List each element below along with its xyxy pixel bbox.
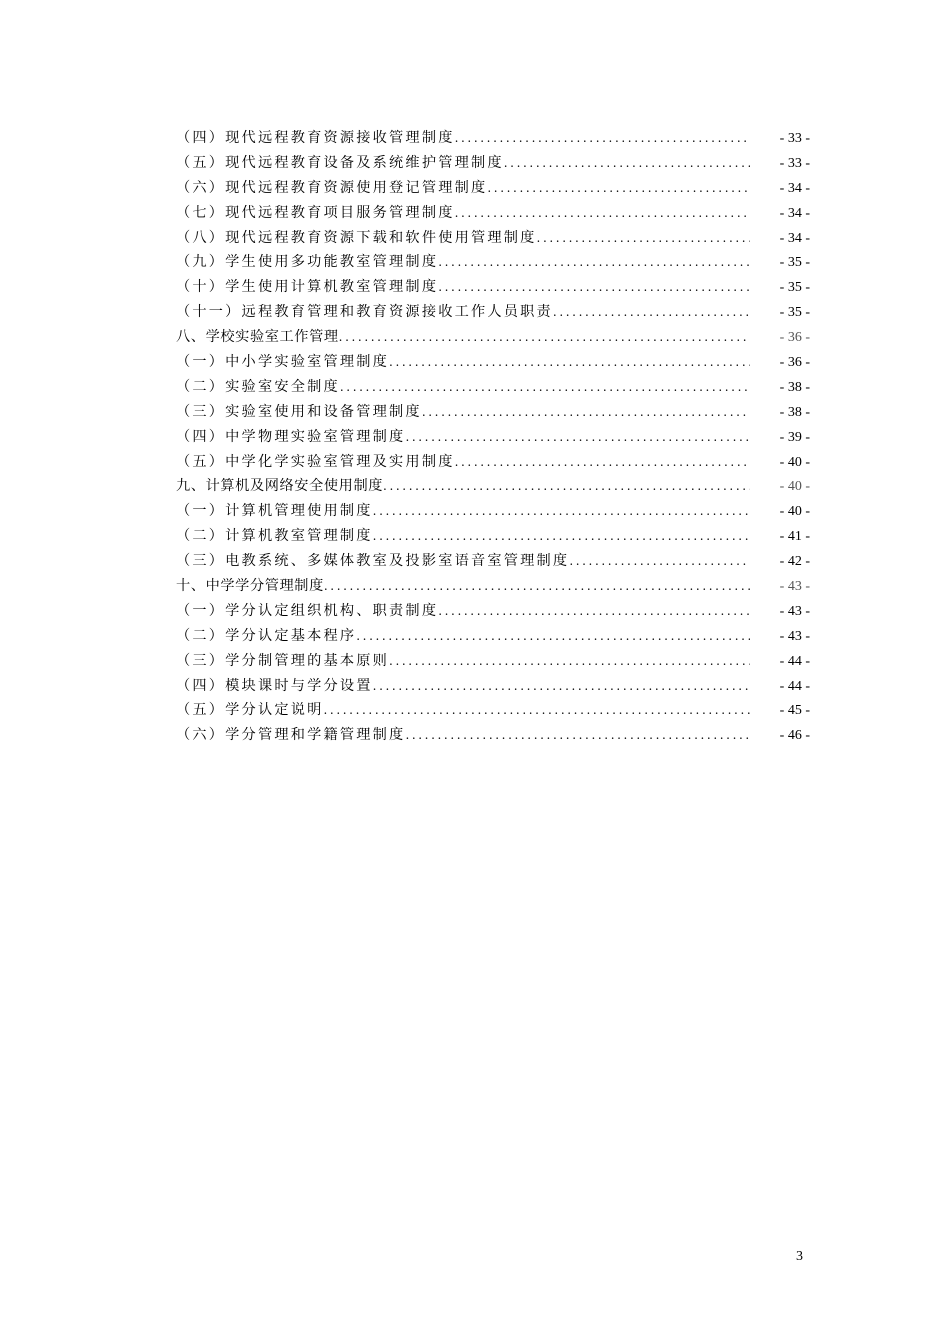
dot-leader — [537, 226, 750, 251]
toc-entry[interactable] — [176, 400, 810, 425]
toc-entry-page-number: - 33 - — [779, 131, 810, 146]
dot-leader — [373, 674, 750, 699]
toc-entry[interactable] — [176, 300, 810, 325]
toc-entry-title: （十）学生使用计算机教室管理制度 — [176, 279, 439, 296]
dot-leader — [405, 723, 750, 748]
dot-leader — [389, 350, 750, 375]
toc-entry-page-number: - 34 - — [779, 205, 810, 221]
toc-entry-page-number: - 35 - — [779, 305, 810, 321]
toc-entry[interactable] — [176, 649, 810, 674]
toc-entry-title: （八）现代远程教育资源下载和软件使用管理制度 — [176, 229, 537, 246]
toc-entry[interactable] — [176, 176, 810, 201]
toc-entry-page-number: - 38 - — [779, 379, 810, 395]
dot-leader — [438, 250, 750, 275]
toc-entry-page-number: - 33 - — [779, 155, 810, 171]
toc-entry-page-number: - 43 - — [779, 628, 810, 644]
toc-entry-title: （七）现代远程教育项目服务管理制度 — [176, 204, 455, 221]
toc-entry-page-number: - 43 - — [779, 579, 810, 595]
dot-leader — [405, 425, 750, 450]
toc-entry[interactable] — [176, 226, 810, 251]
toc-entry-page-number: - 46 - — [779, 728, 810, 744]
dot-leader — [487, 176, 750, 201]
toc-entry-page-number: - 38 - — [779, 404, 810, 420]
toc-entry[interactable] — [176, 425, 810, 450]
dot-leader — [504, 151, 750, 176]
toc-entry-title: （二）学分认定基本程序 — [176, 627, 357, 644]
toc-entry-page-number: - 35 - — [779, 255, 810, 271]
toc-entry-page-number: - 34 - — [779, 180, 810, 196]
toc-entry-title: 十、中学学分管理制度 — [176, 578, 324, 595]
toc-entry-title: （五）现代远程教育设备及系统维护管理制度 — [176, 154, 504, 171]
toc-entry[interactable] — [176, 624, 810, 649]
toc-entry-page-number: - 45 - — [779, 703, 810, 719]
toc-entry[interactable] — [176, 250, 810, 275]
toc-entry[interactable] — [176, 151, 810, 176]
toc-entry-title: （二）计算机教室管理制度 — [176, 528, 373, 545]
toc-entry[interactable] — [176, 201, 810, 226]
toc-entry-title: （六）学分管理和学籍管理制度 — [176, 727, 406, 744]
toc-entry-title: 八、学校实验室工作管理 — [176, 329, 339, 346]
dot-leader — [438, 275, 750, 300]
dot-leader — [569, 549, 750, 574]
toc-entry-title: （二）实验室安全制度 — [176, 378, 340, 395]
toc-entry-page-number: - 44 - — [779, 653, 810, 669]
toc-entry-title: （三）电教系统、多媒体教室及投影室语音室管理制度 — [176, 553, 570, 570]
dot-leader — [373, 499, 750, 524]
dot-leader — [373, 524, 750, 549]
toc-entry[interactable] — [176, 549, 810, 574]
dot-leader — [553, 300, 750, 325]
toc-entry[interactable] — [176, 674, 810, 699]
toc-section-entry[interactable] — [176, 574, 810, 599]
dot-leader — [455, 450, 750, 475]
dot-leader — [340, 375, 750, 400]
dot-leader — [455, 201, 750, 226]
dot-leader — [422, 400, 750, 425]
toc-entry-title: （九）学生使用多功能教室管理制度 — [176, 254, 439, 271]
toc-entry[interactable] — [176, 126, 810, 151]
toc-entry-page-number: - 40 - — [779, 454, 810, 470]
toc-section-entry[interactable] — [176, 474, 810, 499]
toc-entry[interactable] — [176, 499, 810, 524]
toc-entry-page-number: - 41 - — [779, 529, 810, 545]
toc-entry-page-number: - 43 - — [779, 603, 810, 619]
dot-leader — [438, 599, 750, 624]
dot-leader — [324, 574, 750, 599]
toc-entry-title: （三）学分制管理的基本原则 — [176, 652, 390, 669]
toc-entry-page-number: - 34 - — [779, 230, 810, 246]
toc-entry-page-number: - 35 - — [779, 280, 810, 296]
toc-entry-page-number: - 42 - — [779, 554, 810, 570]
toc-section-entry[interactable] — [176, 325, 810, 350]
dot-leader — [356, 624, 750, 649]
toc-entry-title: （四）现代远程教育资源接收管理制度 — [176, 130, 455, 146]
dot-leader — [383, 474, 750, 499]
toc-entry-page-number: - 39 - — [779, 429, 810, 445]
toc-entry-title: （五）中学化学实验室管理及实用制度 — [176, 453, 455, 470]
page-number: 3 — [796, 1249, 803, 1264]
toc-entry[interactable] — [176, 275, 810, 300]
toc-entry[interactable] — [176, 723, 810, 748]
dot-leader — [324, 698, 751, 723]
toc-entry[interactable] — [176, 524, 810, 549]
dot-leader — [339, 325, 750, 350]
toc-entry-page-number: - 40 - — [779, 479, 810, 495]
toc-entry-title: （六）现代远程教育资源使用登记管理制度 — [176, 179, 488, 196]
toc-entry-page-number: - 36 - — [779, 355, 810, 371]
toc-entry[interactable] — [176, 599, 810, 624]
toc-entry-title: （四）中学物理实验室管理制度 — [176, 428, 406, 445]
toc-entry-page-number: - 36 - — [779, 330, 810, 346]
toc-entry[interactable] — [176, 698, 810, 723]
toc-entry-page-number: - 40 - — [779, 504, 810, 520]
dot-leader — [389, 649, 750, 674]
toc-entry-title: （十一）远程教育管理和教育资源接收工作人员职责 — [176, 304, 553, 321]
dot-leader — [455, 126, 750, 151]
toc-entry-title: （一）学分认定组织机构、职责制度 — [176, 602, 439, 619]
toc-entry-title: （四）模块课时与学分设置 — [176, 677, 373, 694]
toc-entry-page-number: - 44 - — [779, 678, 810, 694]
toc-entry[interactable] — [176, 375, 810, 400]
toc-entry-title: （一）中小学实验室管理制度 — [176, 354, 390, 371]
toc-entry-title: （五）学分认定说明 — [176, 702, 324, 719]
toc-entry[interactable] — [176, 450, 810, 475]
toc-entry-title: （三）实验室使用和设备管理制度 — [176, 403, 422, 420]
toc-entry-title: （一）计算机管理使用制度 — [176, 503, 373, 520]
toc-entry[interactable] — [176, 350, 810, 375]
table-of-contents — [176, 126, 810, 748]
toc-entry-title: 九、计算机及网络安全使用制度 — [176, 478, 384, 495]
